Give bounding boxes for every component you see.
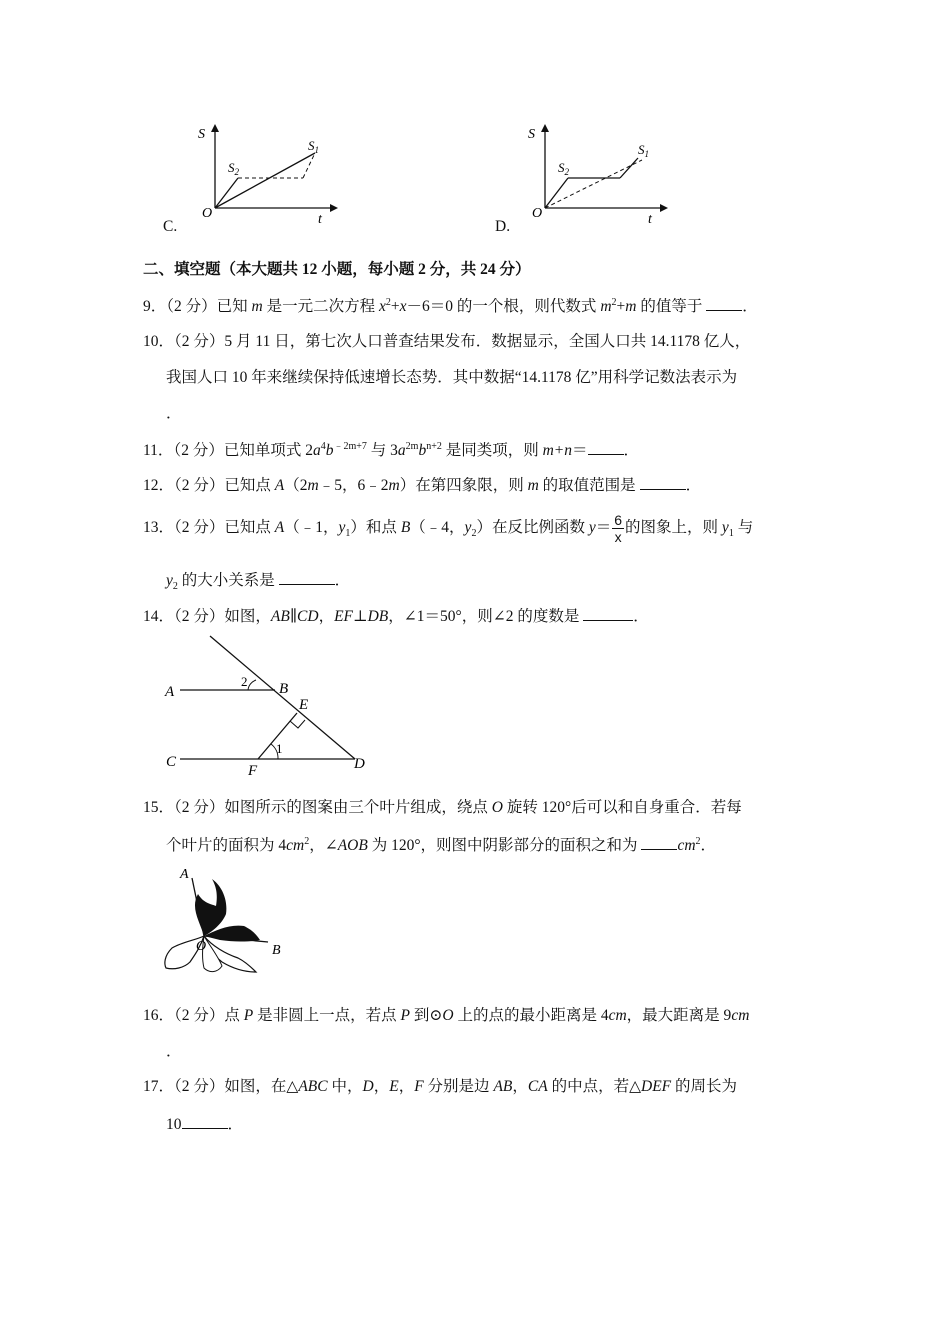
s2-label: $S_2$ <box>228 160 239 177</box>
answer-blank[interactable] <box>706 296 742 311</box>
question-9: 9．（2 分）已知 m 是一元二次方程 $x^2+x-6=0$ 的一个根，则代数式 $m^2+m$ 的值等于 ． <box>143 296 758 315</box>
svg-text:C: C <box>166 754 177 770</box>
question-10-line-2: 我国人口 10 年来继续保持低速增长态势．其中数据“14.1178 亿”用科学记数法表示为 <box>166 369 738 386</box>
answer-blank[interactable] <box>583 606 633 621</box>
axis-s-label: S <box>528 127 535 142</box>
origin-label: O <box>202 206 213 221</box>
axis-s-label: S <box>198 127 205 142</box>
question-16-line-2: ． <box>166 1043 182 1060</box>
question-17-line-2: 10 ． <box>166 1116 244 1133</box>
question-16: 16．（2 分）点 P 是非圆上一点，若点 P 到⊙O 上的点的最小距离是 4cm，最大距离是 9cm <box>143 1007 750 1024</box>
answer-blank[interactable] <box>588 440 624 455</box>
question-14: 14．（2 分）如图，AB∥CD，EF⊥DB，∠1＝50°，则∠2 的度数是 ． <box>143 608 649 625</box>
svg-text:F: F <box>248 763 258 777</box>
svg-text:B: B <box>272 943 281 958</box>
s1-label: $S_1$ <box>638 142 649 159</box>
svg-text:1: 1 <box>276 741 283 756</box>
svg-text:2: 2 <box>241 674 248 689</box>
question-12: 12．（2 分）已知点 A（2m﹣5，6﹣2m）在第四象限，则 m 的取值范围是 ． <box>143 477 702 494</box>
question-13: 13．（2 分）已知点 A（﹣1，$y_1$）和点 B（﹣4，$y_2$）在反比例函数 y＝ $\frac{6}{x}$ 的图象上，则 $y_1$ 与 <box>143 512 754 545</box>
answer-blank[interactable] <box>640 475 686 490</box>
axis-t-label: t <box>318 212 322 225</box>
question-15-line-2: 个叶片的面积为 $4cm^2$，∠AOB 为 120°，则图中阴影部分的面积之和为 $cm^2$． <box>166 835 717 854</box>
question-10: 10．（2 分）5 月 11 日，第七次人口普查结果发布．数据显示，全国人口共 14.1178 亿人， <box>143 333 751 350</box>
axis-t-label: t <box>648 212 652 225</box>
question-13-line-2: $y_2$ 的大小关系是 ． <box>166 572 351 593</box>
svg-text:A: A <box>180 867 189 882</box>
svg-text:A: A <box>165 684 175 700</box>
question-15: 15．（2 分）如图所示的图案由三个叶片组成，绕点 O 旋转 120°后可以和自身重合．若每 <box>143 799 742 816</box>
answer-blank[interactable] <box>279 570 335 585</box>
question-14-figure <box>160 632 380 777</box>
question-17: 17．（2 分）如图，在△ABC 中，D，E，F 分别是边 AB，CA 的中点，若△DEF 的周长为 <box>143 1078 738 1095</box>
section-2-heading: 二、填空题（本大题共 12 小题，每小题 2 分，共 24 分） <box>143 261 531 278</box>
option-d-label[interactable]: D. <box>495 218 511 235</box>
s1-label: $S_1$ <box>308 138 319 155</box>
option-c-label[interactable]: C. <box>163 218 178 235</box>
svg-text:E: E <box>299 697 309 713</box>
s2-label: $S_2$ <box>558 160 569 177</box>
answer-blank[interactable] <box>182 1114 228 1129</box>
option-c-graph <box>190 120 340 225</box>
question-15-figure <box>160 864 300 979</box>
svg-text:O: O <box>196 939 207 954</box>
question-11: 11．（2 分）已知单项式 $2a^4b^{﹣2m+7}$ 与 $3a^{2m}b^{n+2}$ 是同类项，则 m+n＝ ． <box>143 440 640 459</box>
answer-blank[interactable] <box>641 835 677 850</box>
question-10-line-3: ． <box>166 405 182 422</box>
svg-text:B: B <box>279 681 289 697</box>
option-d-graph <box>520 120 670 225</box>
origin-label: O <box>532 206 543 221</box>
fraction-6-over-x: $\frac{6}{x}$ <box>614 512 623 545</box>
svg-text:D: D <box>354 756 365 772</box>
